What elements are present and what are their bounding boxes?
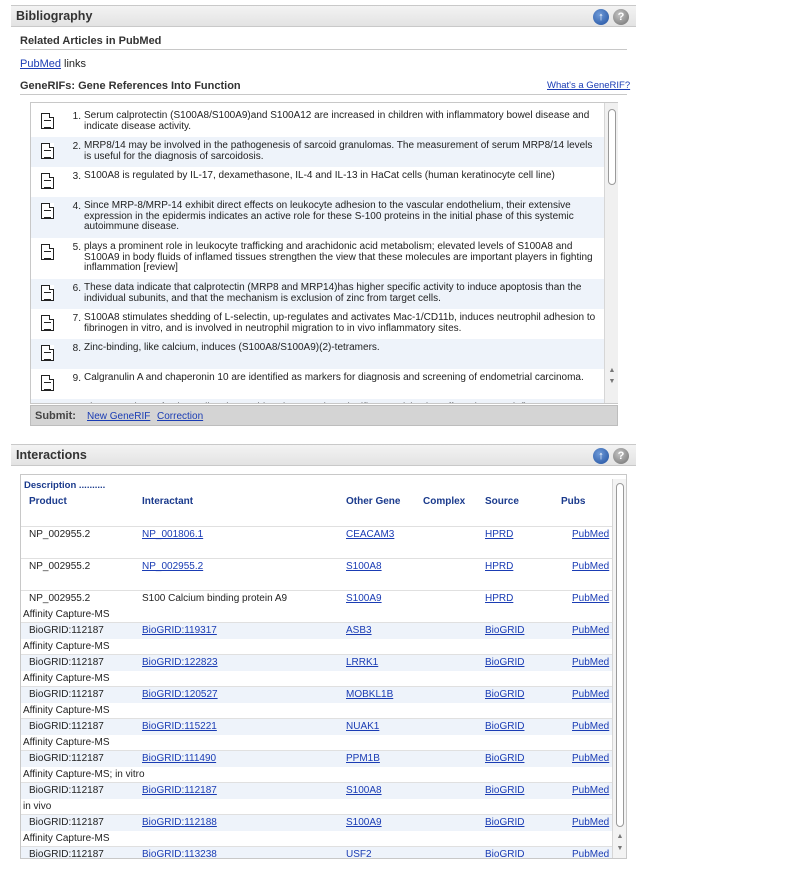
generif-text: Zinc-binding, like calcium, induces (S100A8/S100A9)(2)-tetramers. [84,342,380,353]
generif-item [31,167,605,197]
interactions-scrollbar[interactable] [612,479,626,858]
product-cell: BioGRID:112187 [29,753,104,764]
col-other-gene: Other Gene [346,496,401,507]
product-cell: BioGRID:112187 [29,657,104,668]
product-cell: BioGRID:112187 [29,721,104,732]
description-row [21,575,613,591]
other-gene-link[interactable]: S100A9 [346,817,382,828]
table-row [21,815,613,831]
interactant-link[interactable]: BioGRID:112188 [142,817,217,828]
document-icon[interactable] [41,285,54,301]
generif-item [31,197,605,238]
scrollbar-thumb[interactable] [608,109,616,185]
interactant-link[interactable]: BioGRID:120527 [142,689,218,700]
description-text: Affinity Capture-MS [23,641,110,652]
table-row [21,783,613,799]
generif-number: 1. [72,111,81,122]
scrollbar-thumb[interactable] [616,483,624,827]
source-link[interactable]: HPRD [485,593,514,604]
description-row [21,799,613,815]
table-row [21,719,613,735]
product-cell: BioGRID:112187 [29,785,104,796]
product-cell: BioGRID:112187 [29,625,104,636]
table-row [21,559,613,575]
interactions-header [11,444,636,466]
product-cell: BioGRID:112187 [29,849,104,859]
scroll-up-icon[interactable]: ▲ [616,833,624,840]
generif-text: Since MRP-8/MRP-14 exhibit direct effects on leukocyte adhesion to the vascular endothelium, their extensive expression in the epidermis indicates an active role for these S-100 proteins in the initial phase of this systemic autoimmune disease. [84,200,574,232]
pubmed-link[interactable]: PubMed [572,849,610,859]
source-link[interactable]: BioGRID [485,753,525,764]
description-row [21,671,613,687]
col-interactant: Interactant [142,496,194,507]
source-link[interactable]: HPRD [485,561,514,572]
source-link[interactable]: BioGRID [485,625,525,636]
interactant-link[interactable]: NP_001806.1 [142,529,204,540]
pubmed-link[interactable]: PubMed [572,593,610,604]
bibliography-header [11,5,636,27]
scroll-top-icon[interactable]: ↑ [593,448,609,464]
other-gene-link[interactable]: S100A9 [346,593,382,604]
other-gene-link[interactable]: CEACAM3 [346,529,395,540]
other-gene-link[interactable]: ASB3 [346,625,372,636]
pubmed-link[interactable]: PubMed [572,721,610,732]
interactant-link[interactable]: BioGRID:112187 [142,785,217,796]
table-row [21,655,613,671]
document-icon[interactable] [41,203,54,219]
table-row [21,687,613,703]
document-icon[interactable] [41,345,54,361]
pubmed-link[interactable]: PubMed [20,58,61,70]
description-row [21,639,613,655]
document-icon[interactable] [41,315,54,331]
pubmed-link[interactable]: PubMed [572,561,610,572]
description-text: Affinity Capture-MS [23,609,110,620]
product-cell: BioGRID:112187 [29,817,104,828]
table-row [21,591,613,607]
help-icon[interactable]: ? [613,448,629,464]
description-row [21,543,613,559]
generif-text: S100A8 stimulates shedding of L-selectin, up-regulates and activates Mac-1/CD11b, induces neutrophil adhesion to fibrinogen in vitro, and is involved in neutrophil migration to in vivo inflammatory sites. [84,312,596,334]
generif-number: 7. [72,313,81,324]
other-gene-link[interactable]: MOBKL1B [346,689,394,700]
interactant-cell: S100 Calcium binding protein A9 [142,593,288,604]
pubmed-link[interactable]: PubMed [572,753,610,764]
description-row [21,735,613,751]
description-text: Affinity Capture-MS [23,833,110,844]
interactant-link[interactable]: NP_002955.2 [142,561,204,572]
generif-text: MRP8/14 may be involved in the pathogenesis of sarcoid granulomas. The measurement of serum MRP8/14 levels is useful for the diagnosis of sarcoidosis. [84,140,593,162]
generif-item [31,309,605,339]
product-cell: NP_002955.2 [29,593,91,604]
generif-text: S100A8 is regulated by IL-17, dexamethasone, IL-4 and IL-13 in HaCat cells (human keratinocyte cell line) [84,170,555,181]
pubmed-link[interactable]: PubMed [572,625,610,636]
description-row [21,767,613,783]
interactions-table[interactable] [20,474,627,859]
new-generif-link[interactable]: New GeneRIF [87,411,151,422]
description-text: in vivo [23,801,52,812]
description-row [21,831,613,847]
interactant-link[interactable]: BioGRID:122823 [142,657,218,668]
other-gene-link[interactable]: S100A8 [346,785,382,796]
generif-number: 2. [72,141,81,152]
interactant-link[interactable]: BioGRID:111490 [142,753,217,764]
generif-text: Serum calprotectin (S100A8/S100A9)and S100A12 are increased in children with inflammatory bowel disease and indicate disease activity. [84,110,590,132]
interactant-link[interactable]: BioGRID:113238 [142,849,217,859]
table-header [21,494,613,510]
description-label: Description .......... [24,480,106,491]
product-cell: BioGRID:112187 [29,689,104,700]
related-articles-title: Related Articles in PubMed [20,35,162,47]
other-gene-link[interactable]: LRRK1 [346,657,379,668]
generif-number: 4. [72,201,81,212]
generif-number: 9. [72,373,81,384]
generif-list[interactable] [30,102,618,404]
generif-item [31,137,605,167]
description-text: Affinity Capture-MS; in vitro [23,769,145,780]
generif-number [67,403,81,404]
generif-item [31,238,605,279]
pubmed-links-line [20,58,86,70]
scroll-up-icon[interactable]: ▲ [608,367,616,374]
pubmed-link[interactable]: PubMed [572,689,610,700]
interactions-title: Interactions [16,448,87,462]
scroll-down-icon[interactable]: ▼ [608,378,616,385]
scroll-down-icon[interactable]: ▼ [616,845,624,852]
source-link[interactable]: BioGRID [485,849,525,859]
description-text: Affinity Capture-MS [23,673,110,684]
document-icon[interactable] [41,244,54,260]
generif-item [31,107,605,137]
divider [20,49,627,50]
col-source: Source [485,496,519,507]
generif-text: These data indicate that calprotectin (MRP8 and MRP14)has higher specific activity to induce apoptosis than the individual subunits, and that the mechanism is exclusion of zinc from target cells. [84,282,582,304]
scroll-top-icon[interactable]: ↑ [593,9,609,25]
source-link[interactable]: BioGRID [485,721,525,732]
description-text: Affinity Capture-MS [23,737,110,748]
generif-title: GeneRIFs: Gene References Into Function [20,80,241,92]
whats-generif-link[interactable]: What's a GeneRIF? [547,80,631,91]
table-row [21,847,613,859]
description-row [21,607,613,623]
product-cell: NP_002955.2 [29,561,91,572]
pubmed-link[interactable]: PubMed [572,785,610,796]
generif-text [84,403,596,404]
document-icon[interactable] [41,173,54,189]
submit-label: Submit: [35,410,76,422]
generif-item [31,339,605,369]
pubmed-link[interactable]: PubMed [572,529,610,540]
pubmed-link[interactable]: PubMed [572,817,610,828]
other-gene-link[interactable]: USF2 [346,849,372,859]
generif-number: 8. [72,343,81,354]
other-gene-link[interactable]: S100A8 [346,561,382,572]
document-icon[interactable] [41,113,54,129]
help-icon[interactable]: ? [613,9,629,25]
table-row [21,751,613,767]
submit-bar [30,405,618,426]
document-icon[interactable] [41,375,54,391]
source-link[interactable]: BioGRID [485,657,525,668]
source-link[interactable]: BioGRID [485,785,525,796]
generif-item [31,279,605,309]
source-link[interactable]: BioGRID [485,817,525,828]
description-text: Affinity Capture-MS [23,705,110,716]
pubmed-link[interactable]: PubMed [572,657,610,668]
bibliography-title: Bibliography [16,9,93,23]
generif-item [31,369,605,399]
divider [20,94,627,95]
table-row [21,527,613,543]
generif-number: 3. [72,171,81,182]
links-text: links [60,58,87,70]
description-row [21,511,613,527]
generif-number: 6. [72,283,81,294]
source-link[interactable]: BioGRID [485,689,525,700]
product-cell: NP_002955.2 [29,529,91,540]
generif-text: plays a prominent role in leukocyte trafficking and arachidonic acid metabolism; elevated levels of S100A8 and S100A9 in body fluids of inflamed tissues strengthen the view that these molecules are important players in fighting inflammation [review] [84,241,593,273]
document-icon[interactable] [41,143,54,159]
generif-item [31,399,605,404]
interactant-link[interactable]: BioGRID:119317 [142,625,217,636]
col-pubs: Pubs [561,496,586,507]
other-gene-link[interactable]: PPM1B [346,753,380,764]
col-product: Product [29,496,67,507]
col-complex: Complex [423,496,466,507]
generif-scrollbar[interactable] [604,103,618,403]
interactant-link[interactable]: BioGRID:115221 [142,721,217,732]
table-row [21,623,613,639]
other-gene-link[interactable]: NUAK1 [346,721,380,732]
correction-link[interactable]: Correction [157,411,204,422]
description-row [21,703,613,719]
source-link[interactable]: HPRD [485,529,514,540]
generif-number: 5. [72,242,81,253]
generif-text: Calgranulin A and chaperonin 10 are identified as markers for diagnosis and screening of endometrial carcinoma. [84,372,584,383]
